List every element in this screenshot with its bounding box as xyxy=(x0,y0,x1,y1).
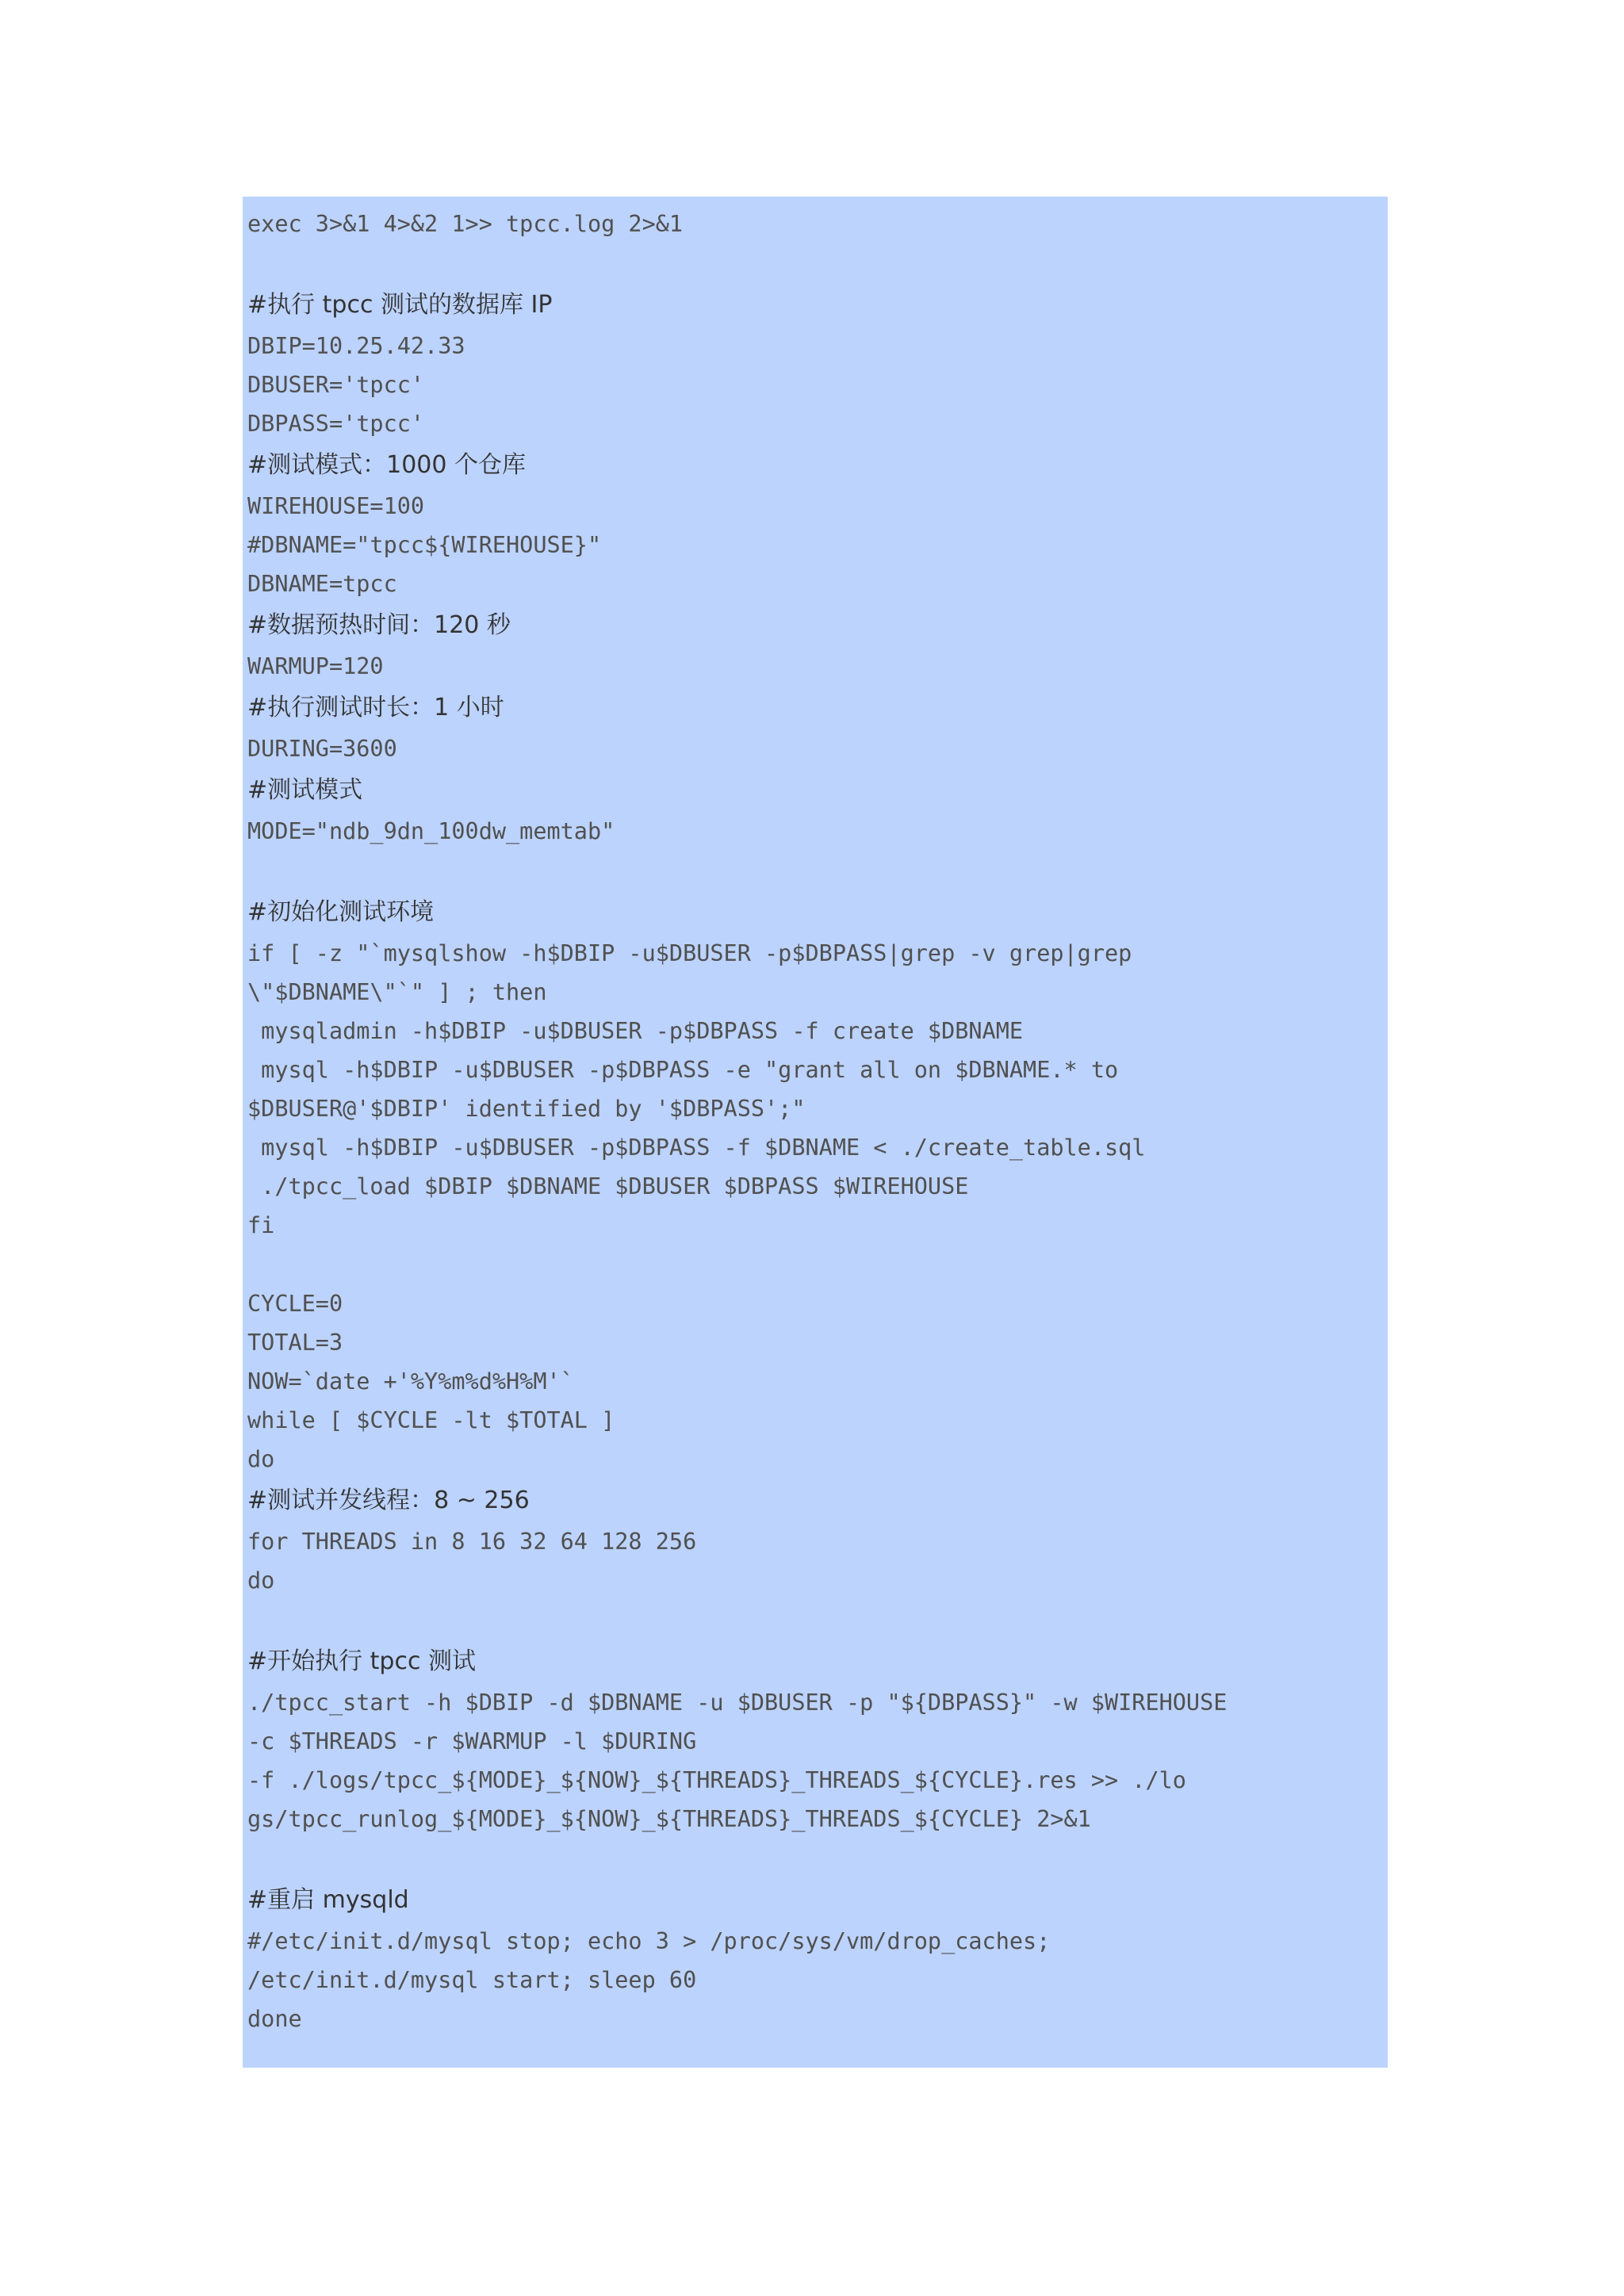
code-line: gs/tpcc_runlog_${MODE}_${NOW}_${THREADS}_THREADS_${CYCLE} 2>&1 xyxy=(247,1806,1091,1832)
code-comment-line: #执行 tpcc 测试的数据库 IP xyxy=(247,291,553,319)
code-line: CYCLE=0 xyxy=(247,1291,343,1317)
code-line: exec 3>&1 4>&2 1>> tpcc.log 2>&1 xyxy=(247,211,684,237)
code-comment-line: #初始化测试环境 xyxy=(247,898,435,926)
code-blank-line xyxy=(247,1600,1388,1640)
code-line: ./tpcc_start -h $DBIP -d $DBNAME -u $DBUSER -p "${DBPASS}" -w $WIREHOUSE xyxy=(247,1689,1228,1716)
code-line: WARMUP=120 xyxy=(247,653,384,679)
code-comment-line: #重启 mysqld xyxy=(247,1886,409,1914)
code-blank-line xyxy=(247,1839,1388,1878)
code-line: -f ./logs/tpcc_${MODE}_${NOW}_${THREADS}_THREADS_${CYCLE}.res >> ./lo xyxy=(247,1767,1186,1793)
code-line: /etc/init.d/mysql start; sleep 60 xyxy=(247,1967,697,1993)
code-comment-line: #测试模式 xyxy=(247,776,363,804)
code-line: mysql -h$DBIP -u$DBUSER -p$DBPASS -f $DBNAME < ./create_table.sql xyxy=(247,1135,1146,1161)
code-blank-line xyxy=(247,243,1388,283)
code-line: fi xyxy=(247,1212,275,1238)
code-blank-line xyxy=(247,1245,1388,1284)
code-line: NOW=`date +'%Y%m%d%H%M'` xyxy=(247,1368,574,1395)
code-line: for THREADS in 8 16 32 64 128 256 xyxy=(247,1529,697,1555)
code-line: $DBUSER@'$DBIP' identified by '$DBPASS';" xyxy=(247,1096,806,1122)
code-line: DBPASS='tpcc' xyxy=(247,411,425,437)
code-line: while [ $CYCLE -lt $TOTAL ] xyxy=(247,1407,615,1433)
code-line: DURING=3600 xyxy=(247,736,397,762)
code-comment-line: #开始执行 tpcc 测试 xyxy=(247,1647,477,1675)
code-line: if [ -z "`mysqlshow -h$DBIP -u$DBUSER -p$DBPASS|grep -v grep|grep xyxy=(247,940,1132,966)
code-line: do xyxy=(247,1567,275,1594)
code-line: WIREHOUSE=100 xyxy=(247,493,425,519)
code-comment-line: #执行测试时长：1 小时 xyxy=(247,694,504,721)
code-line: -c $THREADS -r $WARMUP -l $DURING xyxy=(247,1728,697,1755)
code-comment-line: #测试模式：1000 个仓库 xyxy=(247,451,527,479)
code-comment-line: #测试并发线程：8 ~ 256 xyxy=(247,1487,530,1514)
code-line: mysqladmin -h$DBIP -u$DBUSER -p$DBPASS -f create $DBNAME xyxy=(247,1018,1024,1044)
code-line: #/etc/init.d/mysql stop; echo 3 > /proc/sys/vm/drop_caches; xyxy=(247,1928,1051,1954)
code-line: ./tpcc_load $DBIP $DBNAME $DBUSER $DBPASS $WIREHOUSE xyxy=(247,1173,969,1200)
code-block xyxy=(243,197,1388,2068)
code-line: TOTAL=3 xyxy=(247,1330,343,1356)
code-line: \"$DBNAME\"`" ] ; then xyxy=(247,979,547,1005)
code-line: #DBNAME="tpcc${WIREHOUSE}" xyxy=(247,532,602,558)
code-comment-line: #数据预热时间：120 秒 xyxy=(247,611,511,639)
code-line: do xyxy=(247,1446,275,1472)
code-line: DBUSER='tpcc' xyxy=(247,372,425,398)
code-blank-line xyxy=(247,851,1388,890)
code-line: MODE="ndb_9dn_100dw_memtab" xyxy=(247,818,615,844)
code-line: DBNAME=tpcc xyxy=(247,571,397,597)
code-line: done xyxy=(247,2006,302,2032)
code-line: DBIP=10.25.42.33 xyxy=(247,333,465,359)
code-line: mysql -h$DBIP -u$DBUSER -p$DBPASS -e "grant all on $DBNAME.* to xyxy=(247,1057,1119,1083)
